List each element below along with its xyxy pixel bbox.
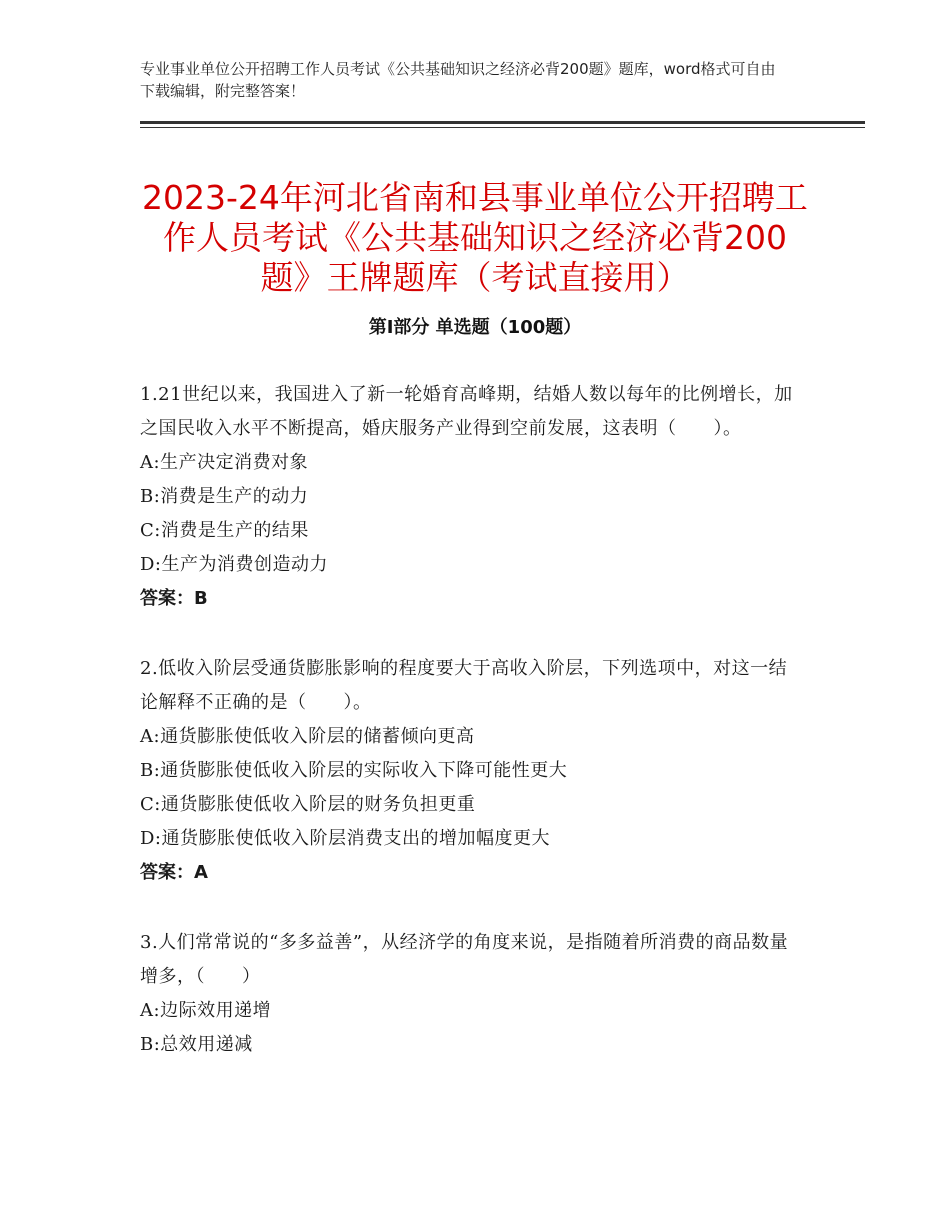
section-title: 第Ⅰ部分 单选题（100题） (368, 317, 582, 338)
question-item (140, 926, 805, 1062)
option-c: C:消费是生产的结果 (140, 520, 309, 541)
question-stem: 3.人们常常说的“多多益善”，从经济学的角度来说，是指随着所消费的商品数量增多，（ ） (140, 932, 789, 987)
answer-label: 答案：B (140, 588, 208, 609)
option-c: C:通货膨胀使低收入阶层的财务负担更重 (140, 794, 476, 815)
option-b: B:消费是生产的动力 (140, 486, 309, 507)
question-stem: 2.低收入阶层受通货膨胀影响的程度要大于高收入阶层，下列选项中，对这一结论解释不正确的是（ ）。 (140, 658, 788, 713)
option-a: A:生产决定消费对象 (140, 452, 309, 473)
question-item (140, 652, 805, 890)
header-divider-thick (140, 121, 865, 124)
header-divider-thin (140, 127, 865, 128)
question-stem: 1.21世纪以来，我国进入了新一轮婚育高峰期，结婚人数以每年的比例增长，加之国民收入水平不断提高，婚庆服务产业得到空前发展，这表明（ ）。 (140, 384, 793, 439)
question-item (140, 378, 805, 616)
option-b: B:通货膨胀使低收入阶层的实际收入下降可能性更大 (140, 760, 568, 781)
option-d: D:生产为消费创造动力 (140, 554, 328, 575)
document-header-note: 专业事业单位公开招聘工作人员考试《公共基础知识之经济必背200题》题库，word格式可自由下载编辑，附完整答案！ (140, 60, 776, 100)
option-a: A:边际效用递增 (140, 1000, 272, 1021)
answer-label: 答案：A (140, 862, 208, 883)
option-a: A:通货膨胀使低收入阶层的储蓄倾向更高 (140, 726, 475, 747)
document-title: 2023-24年河北省南和县事业单位公开招聘工作人员考试《公共基础知识之经济必背200题》王牌题库（考试直接用） (142, 178, 808, 298)
question-list (140, 378, 805, 1098)
option-b: B:总效用递减 (140, 1034, 253, 1055)
option-d: D:通货膨胀使低收入阶层消费支出的增加幅度更大 (140, 828, 550, 849)
